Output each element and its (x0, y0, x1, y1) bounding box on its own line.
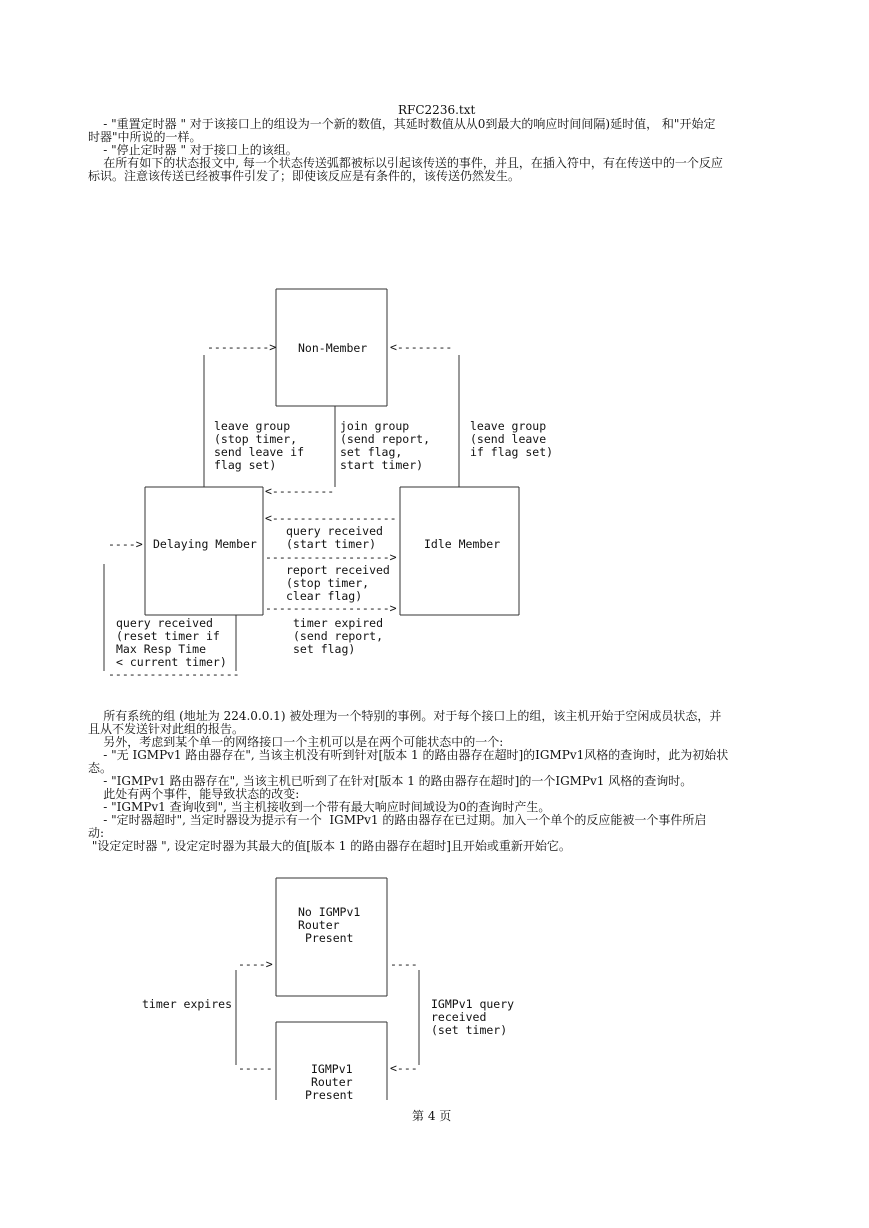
text-line: 在所有如下的状态报文中, 每一个状态传送弧都被标以引起该传送的事件，并且，在插入符中，有在传送中的一个反应 (88, 156, 723, 170)
label-line: start timer) (340, 458, 424, 472)
label-line: (send leave (470, 432, 547, 446)
label-line: set flag) (293, 642, 356, 656)
text-line: 时器"中所说的一样。 (88, 130, 202, 144)
label-line: IGMPv1 query (431, 997, 515, 1011)
state-delaying-member: Delaying Member (153, 537, 257, 551)
label-line: join group (340, 419, 410, 433)
label-timer-expires: timer expires (142, 997, 233, 1011)
label-line: (reset timer if (116, 629, 220, 643)
arrow-self-loop: ----> (108, 537, 143, 551)
text-line: 且从不发送针对此组的报告。 (88, 722, 245, 736)
text-line: - "重置定时器 " 对于该接口上的组设为一个新的数值，其延时数值从从0到最大的响应时间间隔)延时值， 和"开始定 (88, 117, 716, 131)
label-line: (stop timer, (214, 432, 298, 446)
text-line: 态。 (88, 761, 113, 775)
label-line: clear flag) (286, 589, 363, 603)
label-line: (set timer) (431, 1023, 508, 1037)
text-line: - "定时器超时", 当定时器设为提示有一个 IGMPv1 的路由器存在已过期。加入一个单个的反应能被一个事件所启 (88, 813, 707, 827)
arrow-to-non-member-left: ---------> (207, 340, 277, 354)
label-line: set flag, (340, 445, 403, 459)
label-line: query received (286, 524, 383, 538)
state-non-member: Non-Member (298, 341, 368, 355)
text-line: "设定定时器 ", 设定定时器为其最大的值[版本 1 的路由器存在超时]且开始或重新开始它。 (88, 839, 571, 853)
arrow-query: <------------------ (265, 511, 397, 525)
arrow-from-no-router: ---- (390, 957, 418, 971)
state-no-router-line: Present (305, 931, 354, 945)
page-number: 第 4 页 (412, 1109, 452, 1123)
text-line: 动: (88, 826, 105, 840)
arrow-to-router: <--- (390, 1061, 418, 1075)
text-line: - "IGMPv1 查询收到", 当主机接收到一个带有最大响应时间域设为0的查询时产生。 (88, 800, 551, 814)
label-line: (start timer) (286, 537, 377, 551)
label-line: send leave if (214, 445, 305, 459)
arrow-report: ------------------> (265, 550, 397, 564)
state-idle-member: Idle Member (424, 537, 501, 551)
file-title: RFC2236.txt (398, 103, 476, 117)
arrow-to-no-router: ----> (238, 957, 273, 971)
state-no-router-line: No IGMPv1 (298, 905, 361, 919)
arrow-self-loop-bottom: ------------------- (108, 667, 240, 681)
text-line: 所有系统的组 (地址为 224.0.0.1) 被处理为一个特别的事例。对于每个接口上的组，该主机开始于空闲成员状态，并 (88, 709, 722, 723)
text-line: 此处有两个事件，能导致状态的改变: (88, 787, 300, 801)
text-line: - "停止定时器 " 对于接口上的该组。 (88, 143, 298, 157)
label-line: timer expired (293, 616, 384, 630)
text-line: - "IGMPv1 路由器存在", 当该主机已听到了在针对[版本 1 的路由器存在超时]的一个IGMPv1 风格的查询时。 (88, 774, 693, 788)
label-line: leave group (214, 419, 291, 433)
arrow-timer-expired: ------------------> (265, 601, 397, 615)
state-router-line: IGMPv1 (311, 1062, 353, 1076)
arrow-to-non-member-right: <-------- (390, 340, 453, 354)
label-line: (send report, (293, 629, 384, 643)
label-line: report received (286, 563, 390, 577)
arrow-from-router: ----- (238, 1061, 273, 1075)
label-line: Max Resp Time (116, 642, 207, 656)
label-line: received (431, 1010, 487, 1024)
label-line: flag set) (214, 458, 277, 472)
label-line: (stop timer, (286, 576, 370, 590)
state-router-line: Present (305, 1088, 354, 1102)
arrow-to-delaying: <--------- (265, 484, 335, 498)
label-line: < current timer) (116, 655, 227, 669)
label-line: leave group (470, 419, 547, 433)
state-router-line: Router (311, 1075, 353, 1089)
label-line: if flag set) (470, 445, 554, 459)
text-line: - "无 IGMPv1 路由器存在", 当该主机没有听到针对[版本 1 的路由器存在超时]的IGMPv1风格的查询时，此为初始状 (88, 748, 729, 762)
text-line: 标识。注意该传送已经被事件引发了；即使该反应是有条件的，该传送仍然发生。 (88, 169, 521, 183)
text-line: 另外，考虑到某个单一的网络接口一个主机可以是在两个可能状态中的一个: (88, 735, 504, 749)
label-line: (send report, (340, 432, 431, 446)
label-line: query received (116, 616, 213, 630)
state-no-router-line: Router (298, 918, 340, 932)
